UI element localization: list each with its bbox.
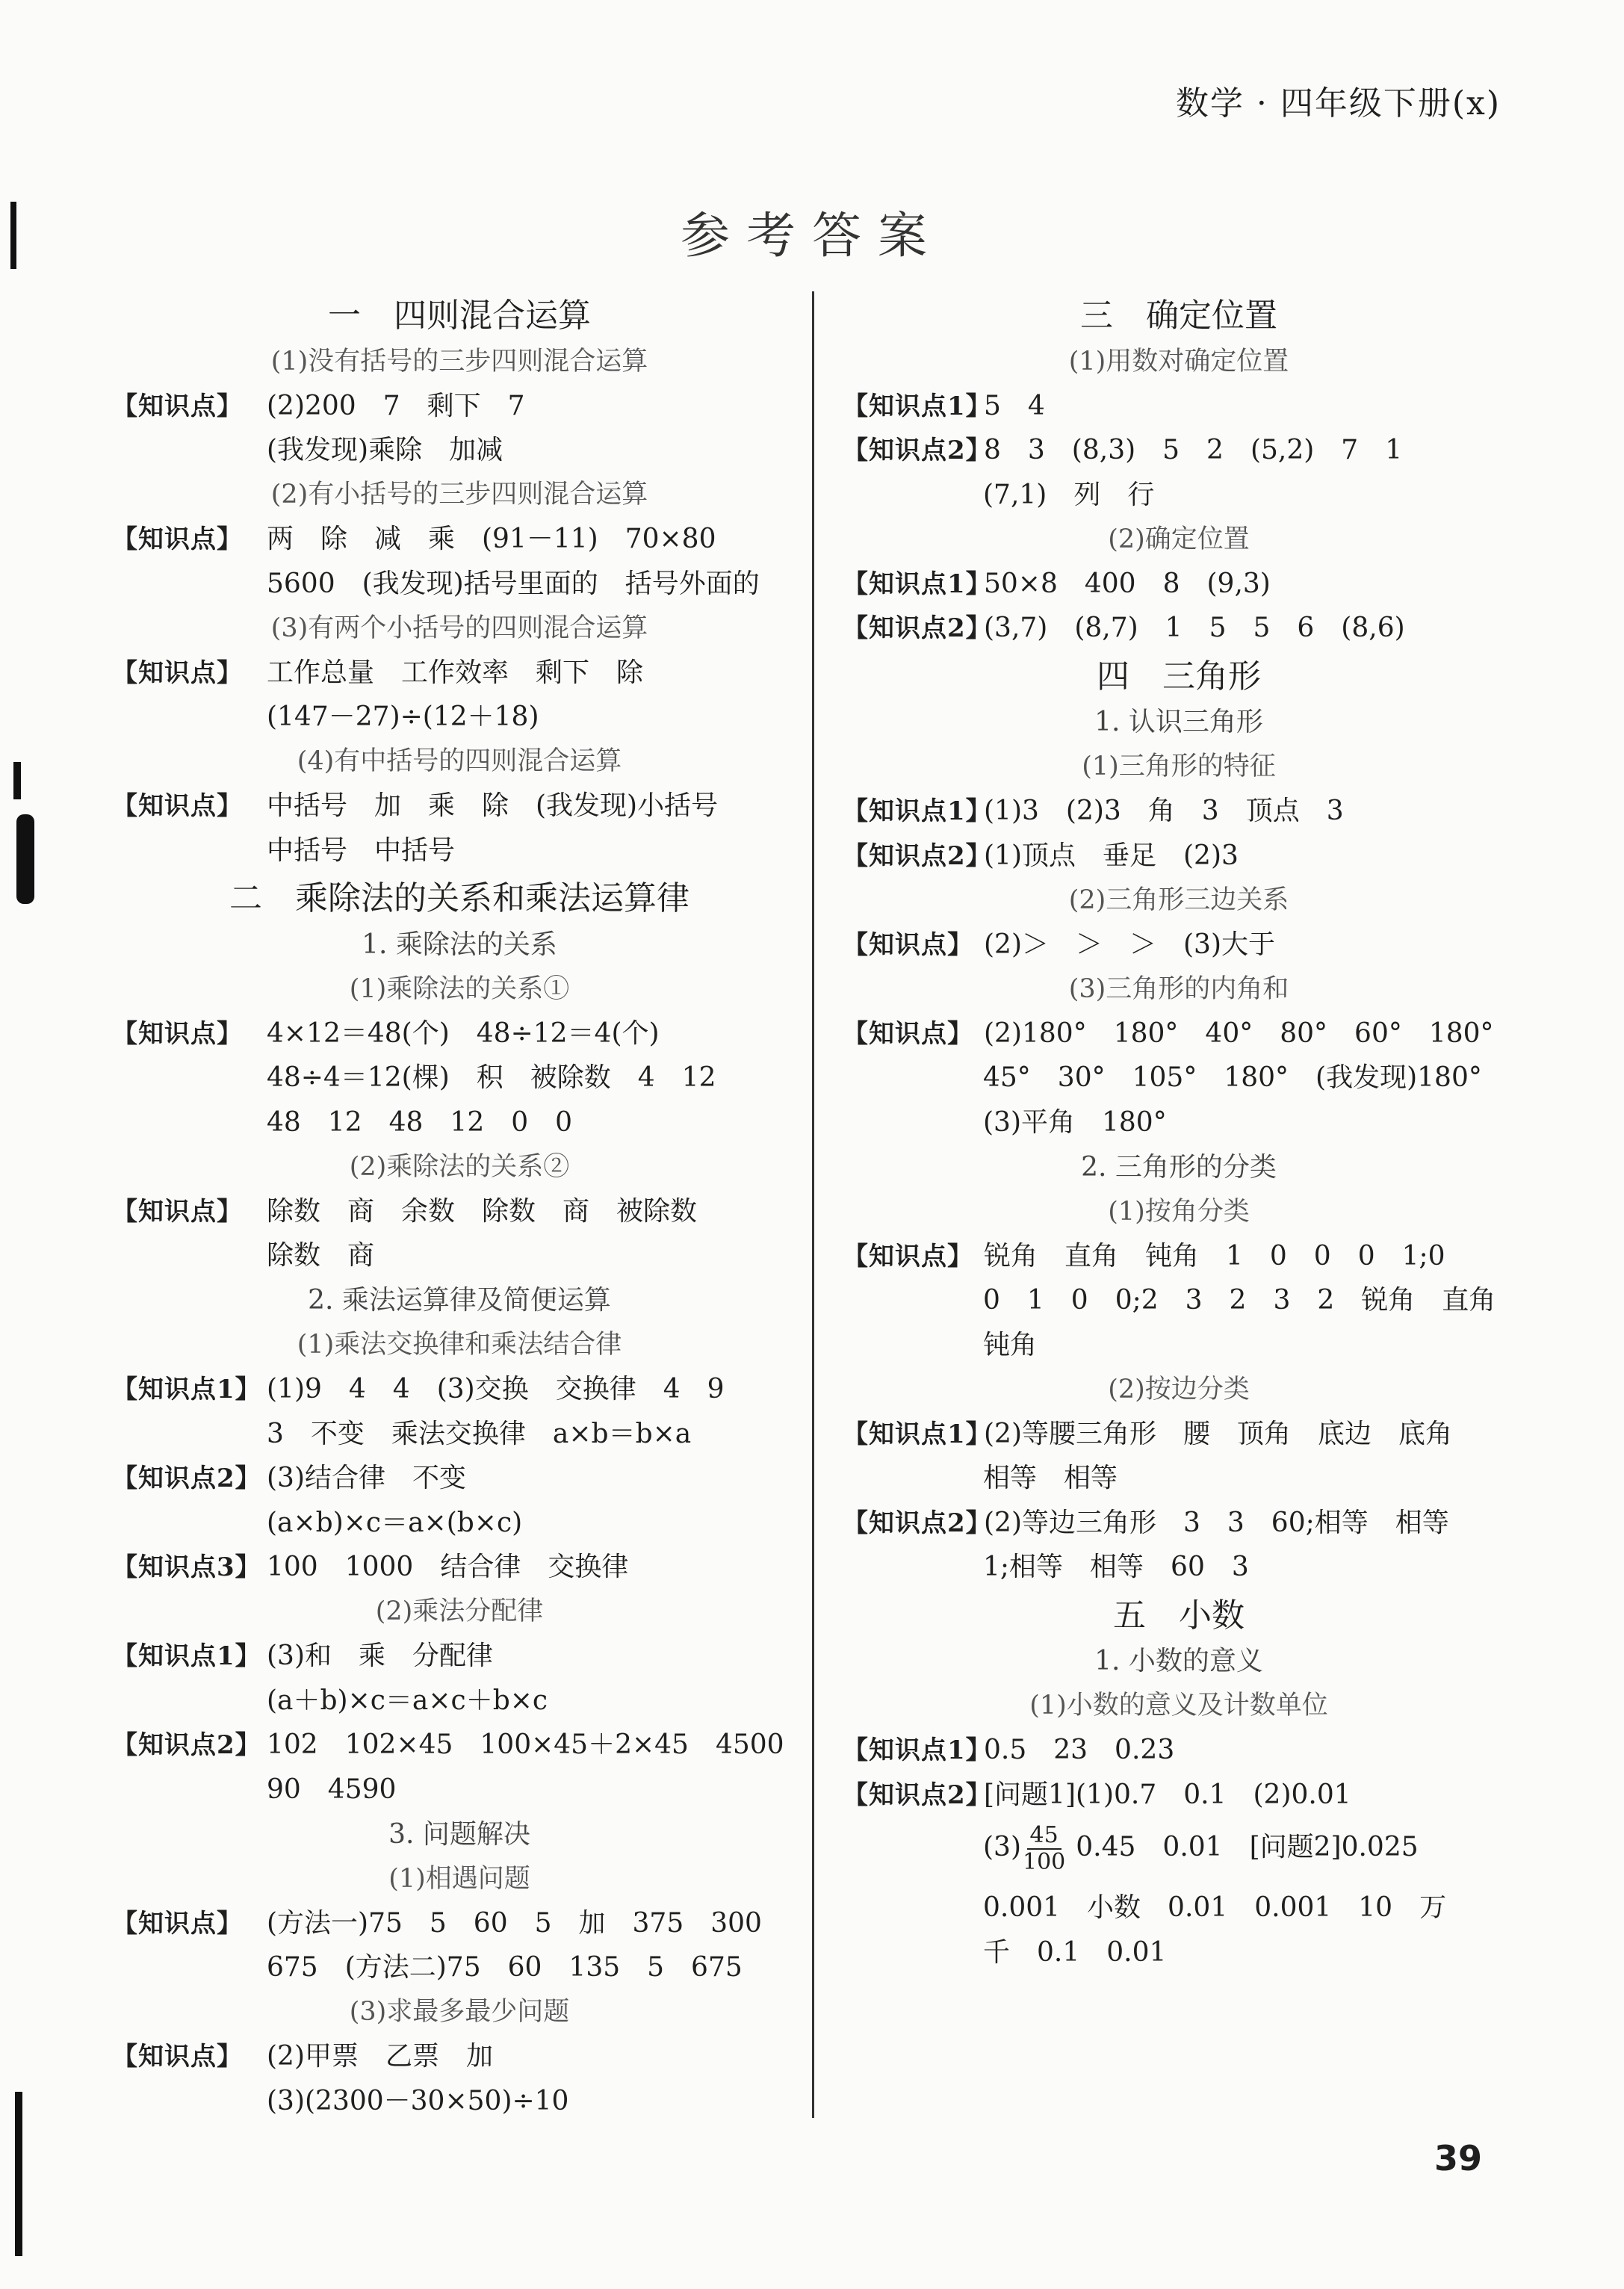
answer-row bbox=[843, 920, 1515, 965]
answer-row bbox=[112, 426, 807, 471]
answer-row bbox=[112, 1009, 807, 1054]
fraction-denominator: 100 bbox=[1023, 1849, 1066, 1875]
answer-row bbox=[843, 1815, 1515, 1883]
answer-row bbox=[112, 1410, 807, 1455]
answer-text bbox=[843, 1823, 1419, 1875]
answer-text: [问题1](1)0.7 0.1 (2)0.01 bbox=[984, 1779, 1351, 1810]
knowledge-label: 【知识点1】 bbox=[843, 796, 992, 827]
answer-text: 4×12＝48(个) 48÷12＝4(个) bbox=[267, 1017, 660, 1049]
chapter-heading: 1. 乘除法的关系 bbox=[362, 929, 557, 960]
right-column bbox=[843, 288, 1515, 1972]
answer-row bbox=[112, 1765, 807, 1810]
answer-text: 千 0.1 0.01 bbox=[983, 1936, 1167, 1968]
answer-text: (1)9 4 4 (3)交换 交换律 4 9 bbox=[267, 1374, 725, 1405]
section-heading: (1)按角分类 bbox=[1108, 1196, 1250, 1227]
answer-row bbox=[112, 1365, 807, 1410]
section-heading: (2)乘法分配律 bbox=[375, 1596, 544, 1627]
answer-text: 锐角 直角 钝角 1 0 0 0 1;0 bbox=[984, 1240, 1445, 1272]
answer-text: 0 1 0 0;2 3 2 3 2 锐角 直角 bbox=[983, 1285, 1496, 1316]
scan-edge-mark bbox=[13, 762, 21, 799]
page-header: 数学 · 四年级下册(x) bbox=[1175, 84, 1501, 123]
answer-row bbox=[843, 787, 1515, 831]
answer-row bbox=[112, 648, 807, 693]
answer-row bbox=[843, 1098, 1515, 1143]
fraction-suffix: 0.45 0.01 [问题2]0.025 bbox=[1076, 1832, 1419, 1862]
answer-row bbox=[843, 604, 1515, 648]
knowledge-label: 【知识点1】 bbox=[112, 1641, 261, 1672]
answer-text: 48 12 48 12 0 0 bbox=[267, 1106, 573, 1138]
knowledge-label: 【知识点2】 bbox=[843, 840, 992, 871]
knowledge-label: 【知识点1】 bbox=[843, 1419, 992, 1449]
answer-text: 0.5 23 0.23 bbox=[984, 1735, 1175, 1766]
answer-row bbox=[112, 1720, 807, 1765]
answer-row bbox=[112, 1543, 807, 1588]
knowledge-label: 【知识点1】 bbox=[843, 569, 992, 599]
answer-text: 5 4 bbox=[984, 390, 1045, 421]
chapter-heading: 1. 小数的意义 bbox=[1094, 1646, 1263, 1676]
scan-edge-mark bbox=[16, 814, 34, 904]
answer-row bbox=[112, 1053, 807, 1098]
answer-row bbox=[843, 1232, 1515, 1277]
answer-text: 除数 商 bbox=[267, 1240, 375, 1272]
answer-text: 0.001 小数 0.01 0.001 10 万 bbox=[983, 1892, 1447, 1924]
answer-row bbox=[843, 1499, 1515, 1543]
section-heading: (2)乘除法的关系② bbox=[349, 1151, 570, 1182]
answer-row bbox=[843, 471, 1515, 515]
answer-text: (2)200 7 剩下 7 bbox=[267, 390, 525, 421]
answer-text: (2)甲票 乙票 加 bbox=[267, 2041, 493, 2072]
chapter-heading: 3. 问题解决 bbox=[388, 1818, 530, 1850]
answer-row bbox=[843, 1726, 1515, 1771]
answer-text: (1)3 (2)3 角 3 顶点 3 bbox=[984, 796, 1344, 827]
chapter-heading: 2. 乘法运算律及简便运算 bbox=[308, 1285, 611, 1316]
unit-heading: 四 三角形 bbox=[1097, 657, 1261, 696]
answer-row bbox=[843, 831, 1515, 876]
answer-text: 675 (方法二)75 60 135 5 675 bbox=[267, 1952, 743, 1983]
answer-row bbox=[112, 826, 807, 871]
answer-text: (1)顶点 垂足 (2)3 bbox=[984, 840, 1239, 871]
answer-row bbox=[112, 2077, 807, 2122]
scan-edge-mark bbox=[15, 2092, 22, 2256]
section-heading: (3)求最多最少问题 bbox=[349, 1997, 570, 2028]
section-heading: (1)三角形的特征 bbox=[1082, 752, 1276, 782]
knowledge-label: 【知识点】 bbox=[843, 929, 973, 960]
answer-text: 90 4590 bbox=[267, 1774, 397, 1805]
knowledge-label: 【知识点2】 bbox=[112, 1463, 261, 1494]
answer-row bbox=[112, 781, 807, 826]
section-heading: (2)确定位置 bbox=[1108, 524, 1250, 554]
answer-text: (147－27)÷(12＋18) bbox=[267, 701, 539, 733]
knowledge-label: 【知识点】 bbox=[112, 791, 243, 822]
fraction-numerator: 45 bbox=[1027, 1823, 1062, 1850]
page-title: 参考答案 bbox=[681, 207, 943, 264]
chapter-heading: 1. 认识三角形 bbox=[1094, 707, 1263, 737]
answer-row bbox=[843, 1543, 1515, 1588]
answer-text: (我发现)乘除 加减 bbox=[267, 435, 503, 466]
section-heading: (1)相遇问题 bbox=[388, 1863, 530, 1894]
knowledge-label: 【知识点】 bbox=[112, 524, 243, 555]
fraction bbox=[1023, 1823, 1065, 1875]
answer-text: 5600 (我发现)括号里面的 括号外面的 bbox=[267, 568, 760, 599]
answer-row bbox=[112, 382, 807, 427]
answer-row bbox=[843, 382, 1515, 427]
answer-text: (方法一)75 5 60 5 加 375 300 bbox=[267, 1907, 762, 1939]
answer-row bbox=[843, 1053, 1515, 1098]
answer-row bbox=[112, 1454, 807, 1499]
knowledge-label: 【知识点1】 bbox=[112, 1375, 261, 1405]
answer-text: (a＋b)×c＝a×c＋b×c bbox=[267, 1685, 548, 1716]
answer-text: 1;相等 相等 60 3 bbox=[983, 1552, 1249, 1583]
answer-row bbox=[843, 426, 1515, 471]
knowledge-label: 【知识点3】 bbox=[112, 1552, 261, 1583]
answer-row bbox=[112, 1098, 807, 1143]
knowledge-label: 【知识点】 bbox=[843, 1018, 973, 1049]
answer-row bbox=[112, 1231, 807, 1276]
chapter-heading: 2. 三角形的分类 bbox=[1081, 1151, 1277, 1183]
answer-text: (a×b)×c＝a×(b×c) bbox=[267, 1507, 523, 1538]
answer-row bbox=[112, 1676, 807, 1721]
section-heading: (1)乘法交换律和乘法结合律 bbox=[297, 1330, 622, 1360]
answer-text: (3)(2300－30×50)÷10 bbox=[267, 2085, 569, 2116]
knowledge-label: 【知识点1】 bbox=[843, 1735, 992, 1766]
answer-row bbox=[843, 1771, 1515, 1815]
knowledge-label: 【知识点2】 bbox=[843, 1508, 992, 1538]
answer-text: 相等 相等 bbox=[983, 1463, 1118, 1494]
knowledge-label: 【知识点】 bbox=[843, 1241, 973, 1272]
answer-text: (7,1) 列 行 bbox=[983, 479, 1155, 510]
answer-text: (3)平角 180° bbox=[983, 1106, 1167, 1138]
answer-text: (3)结合律 不变 bbox=[267, 1463, 466, 1494]
answer-text: 钝角 bbox=[983, 1329, 1038, 1360]
section-heading: (1)没有括号的三步四则混合运算 bbox=[270, 346, 648, 377]
knowledge-label: 【知识点】 bbox=[112, 1908, 243, 1939]
answer-row bbox=[843, 1928, 1515, 1973]
unit-heading: 二 乘除法的关系和乘法运算律 bbox=[229, 879, 689, 917]
answer-row bbox=[112, 515, 807, 560]
page-number: 39 bbox=[1434, 2138, 1483, 2178]
answer-text: 中括号 中括号 bbox=[267, 834, 456, 866]
answer-text: 工作总量 工作效率 剩下 除 bbox=[267, 657, 644, 688]
knowledge-label: 【知识点2】 bbox=[843, 1780, 992, 1810]
unit-heading: 五 小数 bbox=[1113, 1596, 1245, 1635]
answer-row bbox=[843, 1276, 1515, 1321]
knowledge-label: 【知识点2】 bbox=[843, 436, 992, 466]
answer-text: 8 3 (8,3) 5 2 (5,2) 7 1 bbox=[984, 435, 1403, 466]
answer-text: 100 1000 结合律 交换律 bbox=[267, 1552, 629, 1583]
answer-row bbox=[112, 1632, 807, 1676]
answer-row bbox=[843, 1321, 1515, 1366]
knowledge-label: 【知识点】 bbox=[112, 657, 243, 688]
answer-row bbox=[112, 2032, 807, 2077]
answer-text: (3)和 乘 分配律 bbox=[267, 1641, 493, 1672]
answer-text: (2)180° 180° 40° 80° 60° 180° bbox=[984, 1017, 1494, 1049]
answer-text: 中括号 加 乘 除 (我发现)小括号 bbox=[267, 790, 719, 822]
unit-heading: 三 确定位置 bbox=[1080, 297, 1277, 335]
answer-text: (3,7) (8,7) 1 5 5 6 (8,6) bbox=[984, 613, 1405, 644]
section-heading: (2)三角形三边关系 bbox=[1068, 885, 1289, 915]
knowledge-label: 【知识点】 bbox=[112, 1196, 243, 1227]
answer-row bbox=[112, 693, 807, 737]
answer-row bbox=[112, 560, 807, 604]
fraction-prefix: (3) bbox=[983, 1832, 1021, 1862]
knowledge-label: 【知识点】 bbox=[112, 2042, 243, 2072]
knowledge-label: 【知识点2】 bbox=[843, 613, 992, 644]
answer-row bbox=[843, 1883, 1515, 1928]
answer-row bbox=[112, 1187, 807, 1232]
answer-text: 3 不变 乘法交换律 a×b＝b×a bbox=[267, 1418, 692, 1449]
answer-text: (2)等腰三角形 腰 顶角 底边 底角 bbox=[984, 1418, 1452, 1449]
answer-text: (2)等边三角形 3 3 60;相等 相等 bbox=[984, 1507, 1449, 1538]
answer-text: 45° 30° 105° 180° (我发现)180° bbox=[983, 1062, 1482, 1094]
answer-row bbox=[112, 1943, 807, 1988]
section-heading: (3)有两个小括号的四则混合运算 bbox=[270, 613, 648, 643]
section-heading: (3)三角形的内角和 bbox=[1068, 973, 1289, 1004]
section-heading: (1)乘除法的关系① bbox=[349, 973, 570, 1004]
section-heading: (1)小数的意义及计数单位 bbox=[1029, 1691, 1328, 1721]
answer-row bbox=[843, 1454, 1515, 1499]
answer-text: 102 102×45 100×45＋2×45 4500 bbox=[267, 1729, 784, 1761]
section-heading: (2)按边分类 bbox=[1108, 1374, 1250, 1404]
section-heading: (4)有中括号的四则混合运算 bbox=[297, 746, 622, 777]
column-divider bbox=[812, 291, 814, 2118]
section-heading: (2)有小括号的三步四则混合运算 bbox=[270, 480, 648, 510]
answer-text: (2)＞ ＞ ＞ (3)大于 bbox=[984, 929, 1275, 960]
answer-row bbox=[843, 1410, 1515, 1455]
answer-text: 50×8 400 8 (9,3) bbox=[984, 568, 1271, 599]
knowledge-label: 【知识点1】 bbox=[843, 391, 992, 421]
answer-row bbox=[843, 560, 1515, 604]
answer-text: 两 除 减 乘 (91－11) 70×80 bbox=[267, 524, 716, 555]
scan-edge-mark bbox=[10, 202, 16, 269]
answer-text: 除数 商 余数 除数 商 被除数 bbox=[267, 1195, 698, 1227]
left-column bbox=[112, 288, 807, 2121]
unit-heading: 一 四则混合运算 bbox=[328, 297, 591, 335]
knowledge-label: 【知识点2】 bbox=[112, 1730, 261, 1761]
answer-row bbox=[843, 1009, 1515, 1054]
knowledge-label: 【知识点】 bbox=[112, 391, 243, 421]
answer-row bbox=[112, 1899, 807, 1944]
knowledge-label: 【知识点】 bbox=[112, 1018, 243, 1049]
answer-text: 48÷4＝12(棵) 积 被除数 4 12 bbox=[267, 1062, 716, 1094]
section-heading: (1)用数对确定位置 bbox=[1068, 346, 1289, 377]
answer-row bbox=[112, 1499, 807, 1543]
